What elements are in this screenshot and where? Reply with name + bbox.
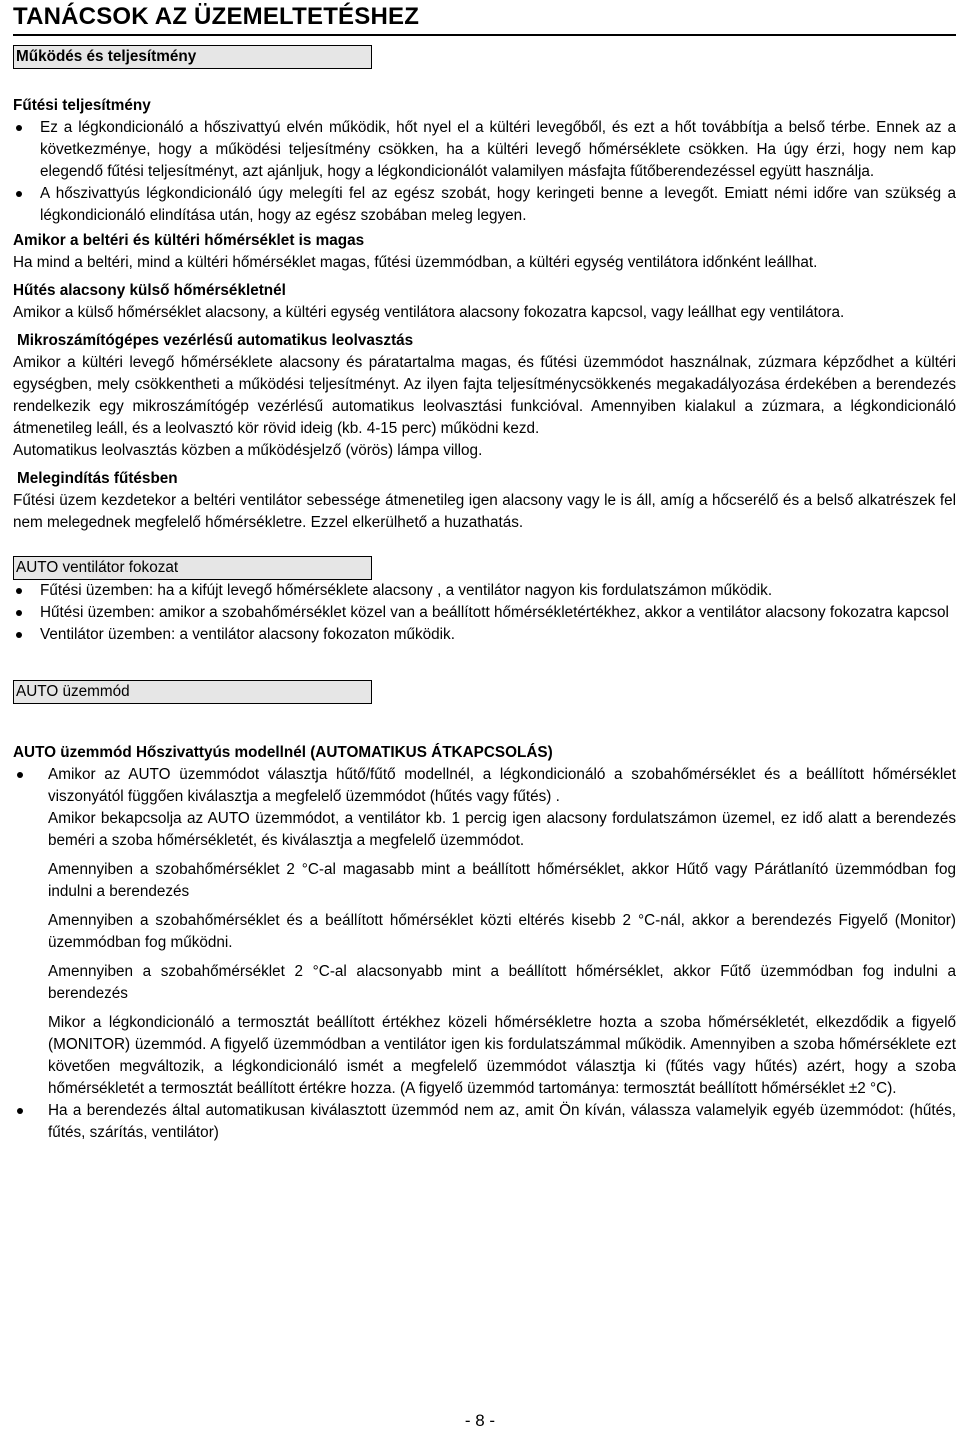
- document-page: [13, 0, 956, 1144]
- paragraph-automode-3: Amennyiben a szobahőmérséklet és a beállított hőmérséklet közti eltérés kisebb 2 °C-nál, akkor a berendezés Figyelő (Monitor) üzemmódban fog működni.: [48, 912, 956, 951]
- heading-magas: Amikor a beltéri és kültéri hőmérséklet is magas: [13, 232, 365, 249]
- paragraph-melegind: Fűtési üzem kezdetekor a beltéri ventilátor sebessége átmenetileg igen alacsony vagy le is áll, amíg a hőcserélő és a belső alkatrészek fel nem melegednek megfelelő hőmérsékletre. Ezzel elkerülhető a huzathatás.: [13, 492, 956, 531]
- paragraph-automode-4: Amennyiben a szobahőmérséklet 2 °C-al alacsonyabb mint a beállított hőmérséklet, akkor Fűtő üzemmódban fog indulni a berendezés: [48, 963, 956, 1002]
- paragraph-leolvasztas: Amikor a kültéri levegő hőmérséklete alacsony és páratartalma magas, és fűtési üzemmódot használnak, zúzmara képződhet a kültéri egységben, mely csökkentheti a működési teljesítményt. Az ilyen fajta teljesítménycsökkenés megakadályozása érdekében a berendezés rendelkezik egy mikroszámítógép vezérlésű automatikus leolvasztási funkcióval. Amennyiben kialakul a zúzmara, a légkondicionáló átmenetileg leáll, és a leolvasztó kör rövid ideig (kb. 4-15 perc) működni kezd.: [13, 354, 956, 437]
- heading-leolvasztas: Mikroszámítógépes vezérlésű automatikus leolvasztás: [17, 332, 414, 349]
- futesi-list: [13, 117, 956, 227]
- list-item: A hőszivattyús légkondicionáló úgy melegíti fel az egész szobát, hogy keringeti benne a levegőt. Emiatt némi időre van szükség a légkondicionáló elindítása után, hogy az egész szobában meleg legyen.: [13, 183, 956, 227]
- heading-automode: AUTO üzemmód Hőszivattyús modellnél (AUTOMATIKUS ÁTKAPCSOLÁS): [13, 744, 553, 761]
- heading-alacsony: Hűtés alacsony külső hőmérsékletnél: [13, 282, 286, 299]
- list-item: Fűtési üzemben: ha a kifújt levegő hőmérséklete alacsony , a ventilátor nagyon kis fordulatszámon működik.: [13, 580, 956, 602]
- page-title: TANÁCSOK AZ ÜZEMELTETÉSHEZ: [13, 3, 420, 30]
- automode-list-2: [13, 1100, 956, 1144]
- page-number: - 8 -: [464, 1411, 496, 1430]
- list-item: Ez a légkondicionáló a hőszivattyú elvén működik, hőt nyel el a kültéri levegőből, és ezt a hőt továbbítja a belső térbe. Ennek az a következménye, hogy a működési teljesítmény csökken, ha a kültéri levegő hőmérséklete csökken. Ha úgy érzi, hogy nem kap elegendő fűtési teljesítményt, azt ajánljuk, hogy a légkondicionálót valamilyen másfajta fűtőberendezéssel együtt használja.: [13, 117, 956, 183]
- heading-melegind: Melegindítás fűtésben: [17, 470, 178, 487]
- list-item: Ha a berendezés által automatikusan kiválasztott üzemmód nem az, amit Ön kíván, válassza valamelyik egyéb üzemmódot: (hűtés, fűtés, szárítás, ventilátor): [13, 1100, 956, 1144]
- autovent-list: [13, 580, 956, 646]
- title-divider: [13, 34, 956, 36]
- paragraph-automode-1: Amikor bekapcsolja az AUTO üzemmódot, a ventilátor kb. 1 percig igen alacsony fordulatszámon üzemel, ez idő alatt a berendezés beméri a szoba hőmérsékletét, és kiválasztja a megfelelő üzemmódot.: [48, 810, 956, 849]
- list-item: Amikor az AUTO üzemmódot választja hűtő/fűtő modellnél, a légkondicionáló a szobahőmérséklet és a beállított hőmérséklet viszonyától függően kiválasztja a megfelelő üzemmódot (hűtés vagy fűtés) .: [13, 764, 956, 808]
- paragraph-alacsony: Amikor a külső hőmérséklet alacsony, a kültéri egység ventilátora alacsony fokozatra kapcsol, vagy leállhat egy ventilátora.: [13, 304, 845, 321]
- automode-list: [13, 764, 956, 808]
- heading-futesi: Fűtési teljesítmény: [13, 97, 151, 114]
- section-heading-mukodes: Működés és teljesítmény: [13, 45, 372, 69]
- list-item: Ventilátor üzemben: a ventilátor alacsony fokozaton működik.: [13, 624, 956, 646]
- paragraph-leolvasztas-2: Automatikus leolvasztás közben a működésjelző (vörös) lámpa villog.: [13, 442, 483, 459]
- paragraph-automode-2: Amennyiben a szobahőmérséklet 2 °C-al magasabb mint a beállított hőmérséklet, akkor Hűtő vagy Párátlanító üzemmódban fog indulni a berendezés: [48, 861, 956, 900]
- paragraph-magas: Ha mind a beltéri, mind a kültéri hőmérséklet magas, fűtési üzemmódban, a kültéri egység ventilátora időnként leállhat.: [13, 254, 818, 271]
- section-heading-auto-vent: AUTO ventilátor fokozat: [13, 556, 372, 580]
- section-heading-auto-mode: AUTO üzemmód: [13, 680, 372, 704]
- paragraph-automode-5: Mikor a légkondicionáló a termosztát beállított értékhez közeli hőmérsékletre hozta a szoba hőmérsékletét, elkezdődik a figyelő (MONITOR) üzemmód. A figyelő üzemmódban a ventilátor igen kis fordulatszámmal működik. Amennyiben a szoba hőmérséklete ezt követően megváltozik, a légkondicionáló ismét a megfelelő üzemmódot választja ki (fűtés vagy hűtés) azért, hogy a szoba hőmérsékletét a termosztát beállított értékre hozza. (A figyelő üzemmód tartománya: termosztát beállított hőmérséklet ±2 °C).: [48, 1014, 956, 1097]
- list-item: Hűtési üzemben: amikor a szobahőmérséklet közel van a beállított hőmérsékletértékhez, akkor a ventilátor alacsony fokozatra kapcsol: [13, 602, 956, 624]
